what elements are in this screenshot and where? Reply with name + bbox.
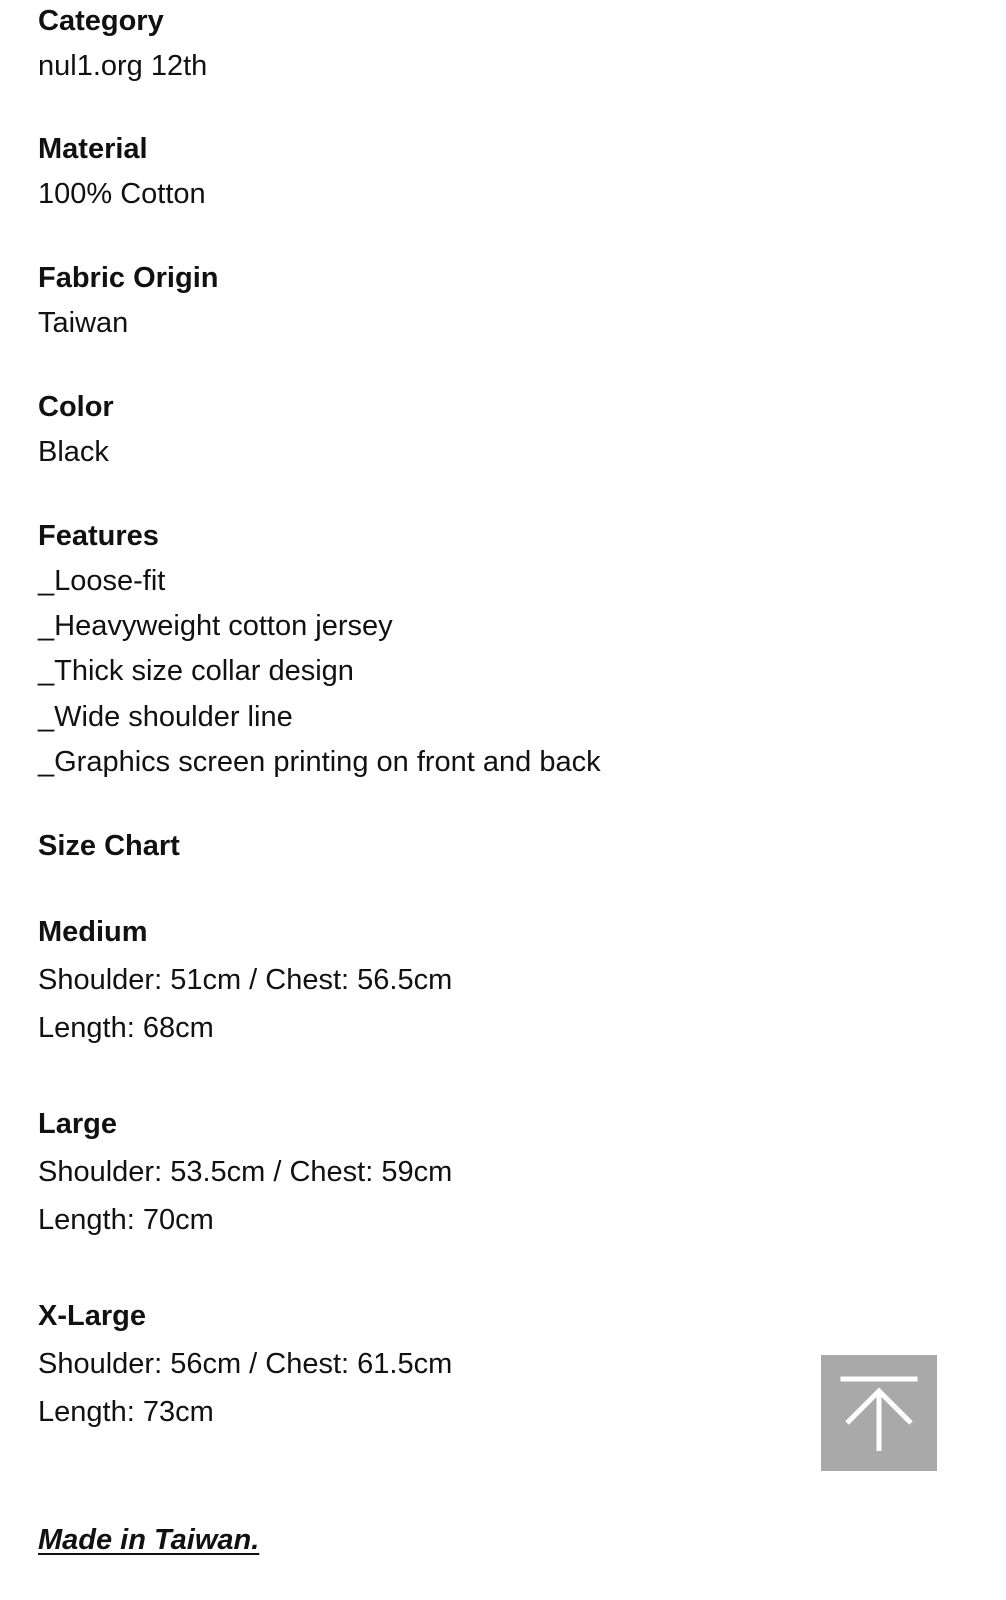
size-name-large: Large xyxy=(38,1108,117,1140)
size-length-x-large: Length: 73cm xyxy=(38,1396,214,1428)
arrow-up-to-line-icon xyxy=(839,1373,919,1453)
color-label: Color xyxy=(38,391,114,423)
color-value: Black xyxy=(38,436,109,468)
size-measurements-x-large: Shoulder: 56cm / Chest: 61.5cm xyxy=(38,1348,453,1380)
size-chart-title: Size Chart xyxy=(38,830,180,862)
back-to-top-button[interactable] xyxy=(821,1355,937,1471)
made-in-note: Made in Taiwan. xyxy=(38,1524,260,1556)
material-value: 100% Cotton xyxy=(38,178,206,210)
fabric-origin-label: Fabric Origin xyxy=(38,262,219,294)
size-length-large: Length: 70cm xyxy=(38,1204,214,1236)
feature-item: _Graphics screen printing on front and back xyxy=(38,746,601,778)
material-label: Material xyxy=(38,133,148,165)
feature-item: _Wide shoulder line xyxy=(38,701,293,733)
category-value: nul1.org 12th xyxy=(38,50,208,82)
size-name-medium: Medium xyxy=(38,916,148,948)
feature-item: _Loose-fit xyxy=(38,565,166,597)
size-measurements-large: Shoulder: 53.5cm / Chest: 59cm xyxy=(38,1156,453,1188)
category-label: Category xyxy=(38,5,164,37)
size-name-x-large: X-Large xyxy=(38,1300,146,1332)
feature-item: _Heavyweight cotton jersey xyxy=(38,610,393,642)
fabric-origin-value: Taiwan xyxy=(38,307,129,339)
size-measurements-medium: Shoulder: 51cm / Chest: 56.5cm xyxy=(38,964,453,996)
size-length-medium: Length: 68cm xyxy=(38,1012,214,1044)
features-label: Features xyxy=(38,520,159,552)
feature-item: _Thick size collar design xyxy=(38,655,354,687)
